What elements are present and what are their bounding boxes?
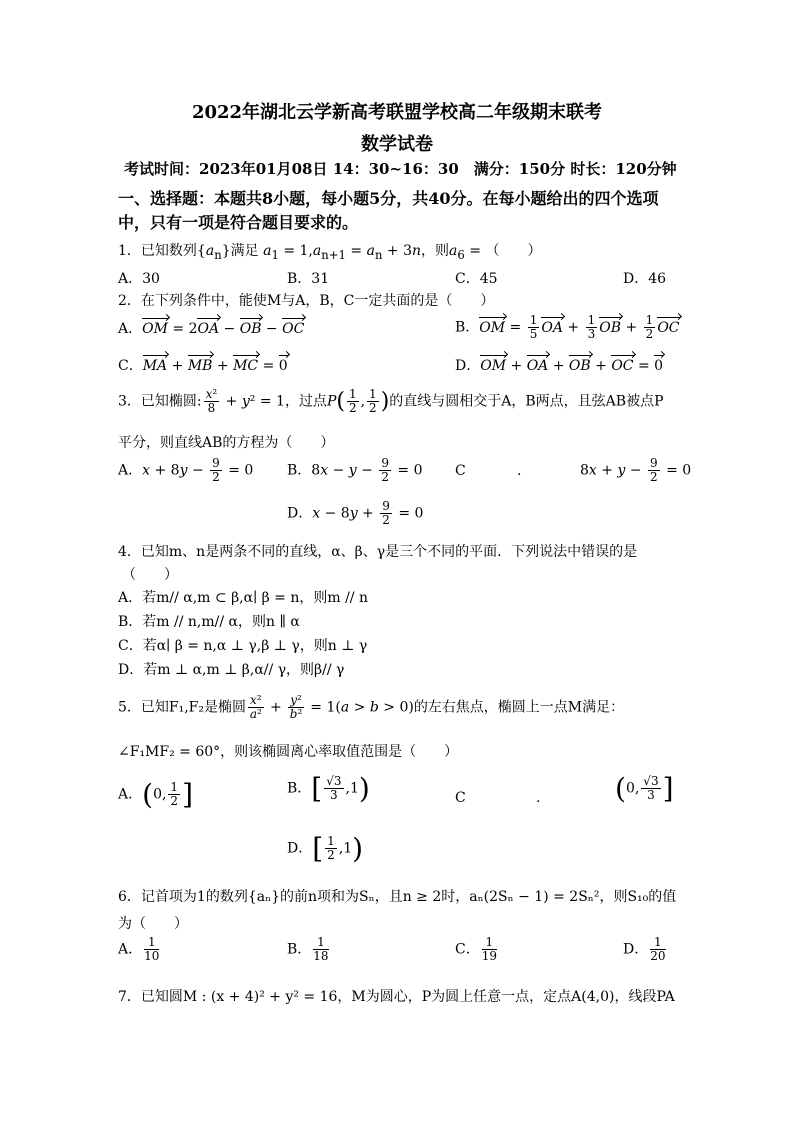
q5-option-c-dot: .	[536, 790, 541, 806]
section-heading-line1: 一、选择题：本题共8小题，每小题5分，共40分。在每小题给出的四个选项	[118, 189, 659, 208]
q1-option-b: B．31	[287, 271, 330, 287]
q4-option-d: D．若m ⊥ α,m ⊥ β,α// γ，则β// γ	[118, 662, 345, 678]
question-5-stem: 5．已知F₁,F₂是椭圆 $\frac{\text{x²}}{\text{a²}}$ + $\frac{\text{y²}}{\text{b²}}$ = 1(a > b > 0)的左右焦点，椭圆上一点M满足：	[118, 693, 625, 721]
q6-option-d: D． $\frac{1}{20}$	[623, 935, 666, 963]
question-2-stem: 2．在下列条件中，能使M与A，B，C一定共面的是（ ）	[118, 293, 495, 309]
exam-subtitle: 数学试卷	[361, 134, 433, 155]
q2-option-a: A．OM = 2OA − OB − OC	[118, 321, 305, 337]
q2-option-b: B．OM = $\frac{1}{5}$ OA + $\frac{1}{3}$ OB + $\frac{1}{2}$ OC	[455, 313, 680, 341]
question-3-line2: 平分，则直线AB的方程为（ ）	[118, 435, 335, 451]
q6-option-c: C． $\frac{1}{19}$	[455, 935, 497, 963]
section-heading-line2: 中，只有一项是符合题目要求的。	[118, 213, 359, 232]
question-6-line2: 为（ ）	[118, 916, 188, 932]
question-4-paren: （ ）	[122, 567, 178, 583]
q5-option-c-label: C	[455, 790, 466, 806]
q5-option-c: (0, $\frac{√3}{3}$ ]	[615, 772, 674, 805]
q5-option-b: B．[ $\frac{√3}{3}$ ,1)	[287, 772, 370, 805]
q5-option-d: D．[ $\frac{1}{2}$ ,1)	[287, 832, 364, 865]
q4-option-c: C．若α∣ β = n,α ⊥ γ,β ⊥ γ，则n ⊥ γ	[118, 638, 368, 654]
q4-option-a: A．若m// α,m ⊂ β,α∣ β = n，则m // n	[118, 590, 368, 606]
q1-option-a: A．30	[118, 271, 160, 287]
question-7-stem: 7．已知圆M : (x + 4)² + y² = 16，M为圆心，P为圆上任意一点，定点A(4,0)，线段PA	[118, 989, 675, 1005]
question-3-stem: 3．已知椭圆: $\frac{\text{x²}}{8}$ + y² = 1，过点P( $\frac{1}{2}$ , $\frac{1}{2}$ )的直线与圆相交于A，B两点，且弦AB被点P	[118, 387, 664, 415]
q2-option-d: D．OM + OA + OB + OC = 0	[455, 358, 664, 374]
q6-option-a: A． $\frac{1}{10}$	[118, 935, 160, 963]
q3-option-c-label: C	[455, 463, 466, 479]
q2-option-c: C．MA + MB + MC = 0	[118, 358, 288, 374]
q6-option-b: B． $\frac{1}{18}$	[287, 935, 329, 963]
question-6-stem: 6．记首项为1的数列{aₙ}的前n项和为Sₙ，且n ≥ 2时，aₙ(2Sₙ − 1) = 2Sₙ²，则S₁₀的值	[118, 889, 677, 905]
exam-info: 考试时间：2023年01月08日 14：30~16：30 满分：150分 时长：120分钟	[124, 160, 677, 178]
exam-title: 2022年湖北云学新高考联盟学校高二年级期末联考	[191, 102, 603, 123]
q3-option-b: B．8x − y − $\frac{9}{2}$ = 0	[287, 456, 423, 484]
question-4-stem: 4．已知m、n是两条不同的直线，α、β、γ是三个不同的平面．下列说法中错误的是	[118, 544, 638, 560]
q3-option-a: A．x + 8y − $\frac{9}{2}$ = 0	[118, 456, 254, 484]
q1-option-c: C．45	[455, 271, 498, 287]
q5-option-a: A．(0, $\frac{1}{2}$ ]	[118, 778, 193, 811]
q1-option-d: D．46	[623, 271, 667, 287]
q3-option-c: 8x + y − $\frac{9}{2}$ = 0	[580, 456, 692, 484]
question-1-stem: 1．已知数列$\{a_n\}$满足 $a_1 = 1,a_{n+1} = a_n + 3n$，则$a_6$ = （ ）	[118, 243, 542, 262]
q3-option-d: D．x − 8y + $\frac{9}{2}$ = 0	[287, 499, 424, 527]
q4-option-b: B．若m // n,m// α，则n ∥ α	[118, 614, 300, 630]
q3-option-c-dot: .	[517, 463, 522, 479]
question-5-line2: ∠F₁MF₂ = 60°，则该椭圆离心率取值范围是（ ）	[118, 744, 459, 760]
